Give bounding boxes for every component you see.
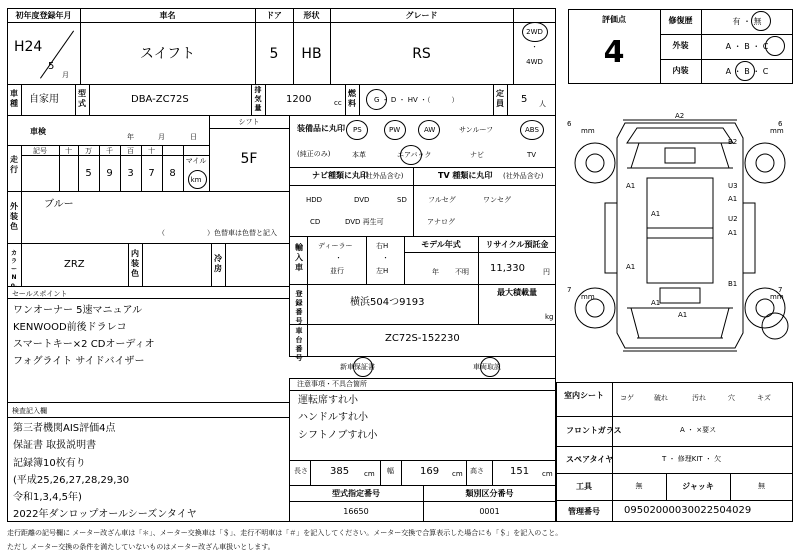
damage-mark: A1 <box>728 195 738 203</box>
damage-mark: A1 <box>728 229 738 237</box>
inspection-label: 車検 <box>30 127 46 136</box>
sales-point-line: スマートキー×2 CDオーディオ <box>13 339 155 350</box>
warranty-manual: 車両取説 <box>473 363 501 371</box>
door-label: ドア <box>266 11 282 20</box>
footer-note: ただし メーター交換の条件を満たしていないものはメーター改ざん車扱いとします。 <box>7 543 275 551</box>
mileage-digit: 8 <box>169 168 176 179</box>
first-reg-label: 初年度登録年月 <box>15 11 72 20</box>
mileage-digit: 5 <box>85 168 92 179</box>
fuel-label: 燃料 <box>348 89 356 108</box>
displacement-label: 排気量 <box>254 86 262 112</box>
jack-value: 無 <box>758 482 765 490</box>
exterior-label: 外装色 <box>10 202 18 231</box>
shape-label: 形状 <box>303 11 320 20</box>
warranty-new: 新車保証書 <box>340 363 375 371</box>
glass-value: A ・ ×要ス <box>680 426 717 434</box>
mileage-digit: 7 <box>148 168 155 179</box>
tools-value: 無 <box>635 482 643 490</box>
inspector-label: 検査記入欄 <box>12 407 47 415</box>
sales-point-line: KENWOOD前後ドラレコ <box>13 322 127 333</box>
sales-point-line: フォグライト サイドバイザー <box>13 356 145 367</box>
shape: HB <box>301 46 322 62</box>
score-value: 4 <box>603 35 625 70</box>
damage-mark: U2 <box>728 215 738 223</box>
shift-label: シフト <box>238 118 260 126</box>
length-value: 385 <box>330 466 350 477</box>
inspector-line: 2022年ダンロップオールシーズンタイヤ <box>13 509 197 520</box>
fuel-options: G ・ D ・ HV ・（ ） <box>374 96 459 104</box>
color-no-value: ZRZ <box>64 259 85 270</box>
mileage-unit: km <box>190 176 202 184</box>
registration-value: 横浜504つ9193 <box>350 297 425 308</box>
model-value: DBA-ZC72S <box>131 94 189 105</box>
class-value: 0001 <box>479 507 500 516</box>
exterior-grade: A ・ B ・ C <box>725 42 769 51</box>
notes-label: 注意事項・不具合箇所 <box>297 380 367 388</box>
color-no-label: カラーNo. <box>10 250 18 289</box>
damage-mark: A1 <box>651 299 661 307</box>
mileage-digit: 3 <box>127 168 134 179</box>
equip-pw: PW <box>389 126 401 134</box>
equip-ps: PS <box>353 126 362 134</box>
equip-abs: ABS <box>525 126 539 134</box>
inspector-line: 第三者機関AIS評価4点 <box>13 423 116 434</box>
wheel-depth: 7 <box>567 286 572 294</box>
doors: 5 <box>269 46 279 62</box>
wheel-depth: 6 <box>778 120 783 128</box>
model-label: 型式 <box>78 89 86 108</box>
car-name: スイフト <box>139 46 196 62</box>
glass-label: フロントガラス <box>566 426 622 435</box>
mileage-label: 走行 <box>10 155 18 174</box>
width-value: 169 <box>420 466 440 477</box>
inspector-line: (平成25,26,27,28,29,30 <box>13 475 130 486</box>
navi-label: ナビ種類に丸印 <box>312 171 368 180</box>
drive-4wd: 4WD <box>526 58 543 66</box>
mgmt-value: 09502000030022504029 <box>624 505 752 516</box>
type-cert-label: 型式指定番号 <box>332 489 380 498</box>
wheel-depth: 6 <box>567 120 572 128</box>
import-label: 輸入車 <box>295 243 303 272</box>
note-line: ハンドルすれ小 <box>298 412 368 423</box>
footer-note: 走行距離の記号欄に メーター改ざん車は「＊」、メーター交換車は「＄」、走行不明車は「＃」を記入してください。メーター交換で合算表示した場合にも「＄」を記入のこと。 <box>7 529 563 537</box>
equipment-label: 装備品に丸印 <box>297 124 345 133</box>
month-unit: 月 <box>62 71 69 79</box>
drive-2wd: 2WD <box>526 28 543 36</box>
damage-mark: A1 <box>651 210 661 218</box>
sales-points-label: セールスポイント <box>12 290 68 298</box>
equip-aw: AW <box>424 126 436 134</box>
equip-airbag: エアバック <box>397 151 432 159</box>
use-label: 車種 <box>10 89 18 108</box>
type-cert-value: 16650 <box>343 507 369 516</box>
spare-value: T ・ 修理KIT ・ 欠 <box>662 455 722 463</box>
damage-mark: U3 <box>728 182 738 190</box>
registration-label: 登録番号 <box>295 290 303 325</box>
grade-label: グレード <box>405 11 438 20</box>
recycle-value: 11,330 <box>490 263 525 274</box>
damage-mark: A1 <box>626 182 636 190</box>
score-label: 評価点 <box>602 15 626 24</box>
spare-label: スペアタイヤ <box>566 455 614 464</box>
tv-label: TV 種類に丸印 <box>438 171 493 180</box>
car-damage-diagram <box>565 108 795 368</box>
month-value: 5 <box>48 61 55 72</box>
chassis-label: 車台番号 <box>295 327 303 362</box>
era-value: H24 <box>14 39 43 55</box>
inspector-line: 記録簿10枚有り <box>13 458 86 469</box>
use-value: 自家用 <box>29 94 59 105</box>
repair-history: 有 ・ 無 <box>732 17 762 26</box>
mgmt-label: 管理番号 <box>568 507 600 516</box>
note-line: シフトノブすれ小 <box>298 430 378 441</box>
damage-mark: B2 <box>728 138 738 146</box>
height-value: 151 <box>510 466 530 477</box>
damage-mark: A2 <box>675 112 685 120</box>
damage-mark: A1 <box>626 263 636 271</box>
exterior-value: ブルー <box>44 199 74 210</box>
wheel-depth: 7 <box>778 286 783 294</box>
recycle-label: リサイクル預託金 <box>485 240 549 249</box>
mileage-digit: 9 <box>106 168 113 179</box>
inspector-line: 保証書 取扱説明書 <box>13 440 97 451</box>
grade: RS <box>412 46 431 62</box>
inspector-line: 令和1,3,4,5年) <box>13 492 82 503</box>
shift-value: 5F <box>240 151 258 167</box>
damage-mark: A1 <box>678 311 688 319</box>
displacement: 1200 <box>286 94 312 105</box>
interior-grade: A ・ B ・ C <box>725 67 769 76</box>
model-year-label: モデル年式 <box>421 240 461 249</box>
note-line: 運転席すれ小 <box>298 395 358 406</box>
sales-point-line: ワンオーナー 5速マニュアル <box>13 305 143 316</box>
damage-mark: B1 <box>728 280 738 288</box>
car-name-label: 車名 <box>159 11 176 20</box>
seat-label: 室内シート <box>564 391 604 400</box>
chassis-value: ZC72S-152230 <box>385 333 460 344</box>
capacity-label: 定員 <box>496 89 504 108</box>
capacity: 5 <box>521 94 528 105</box>
